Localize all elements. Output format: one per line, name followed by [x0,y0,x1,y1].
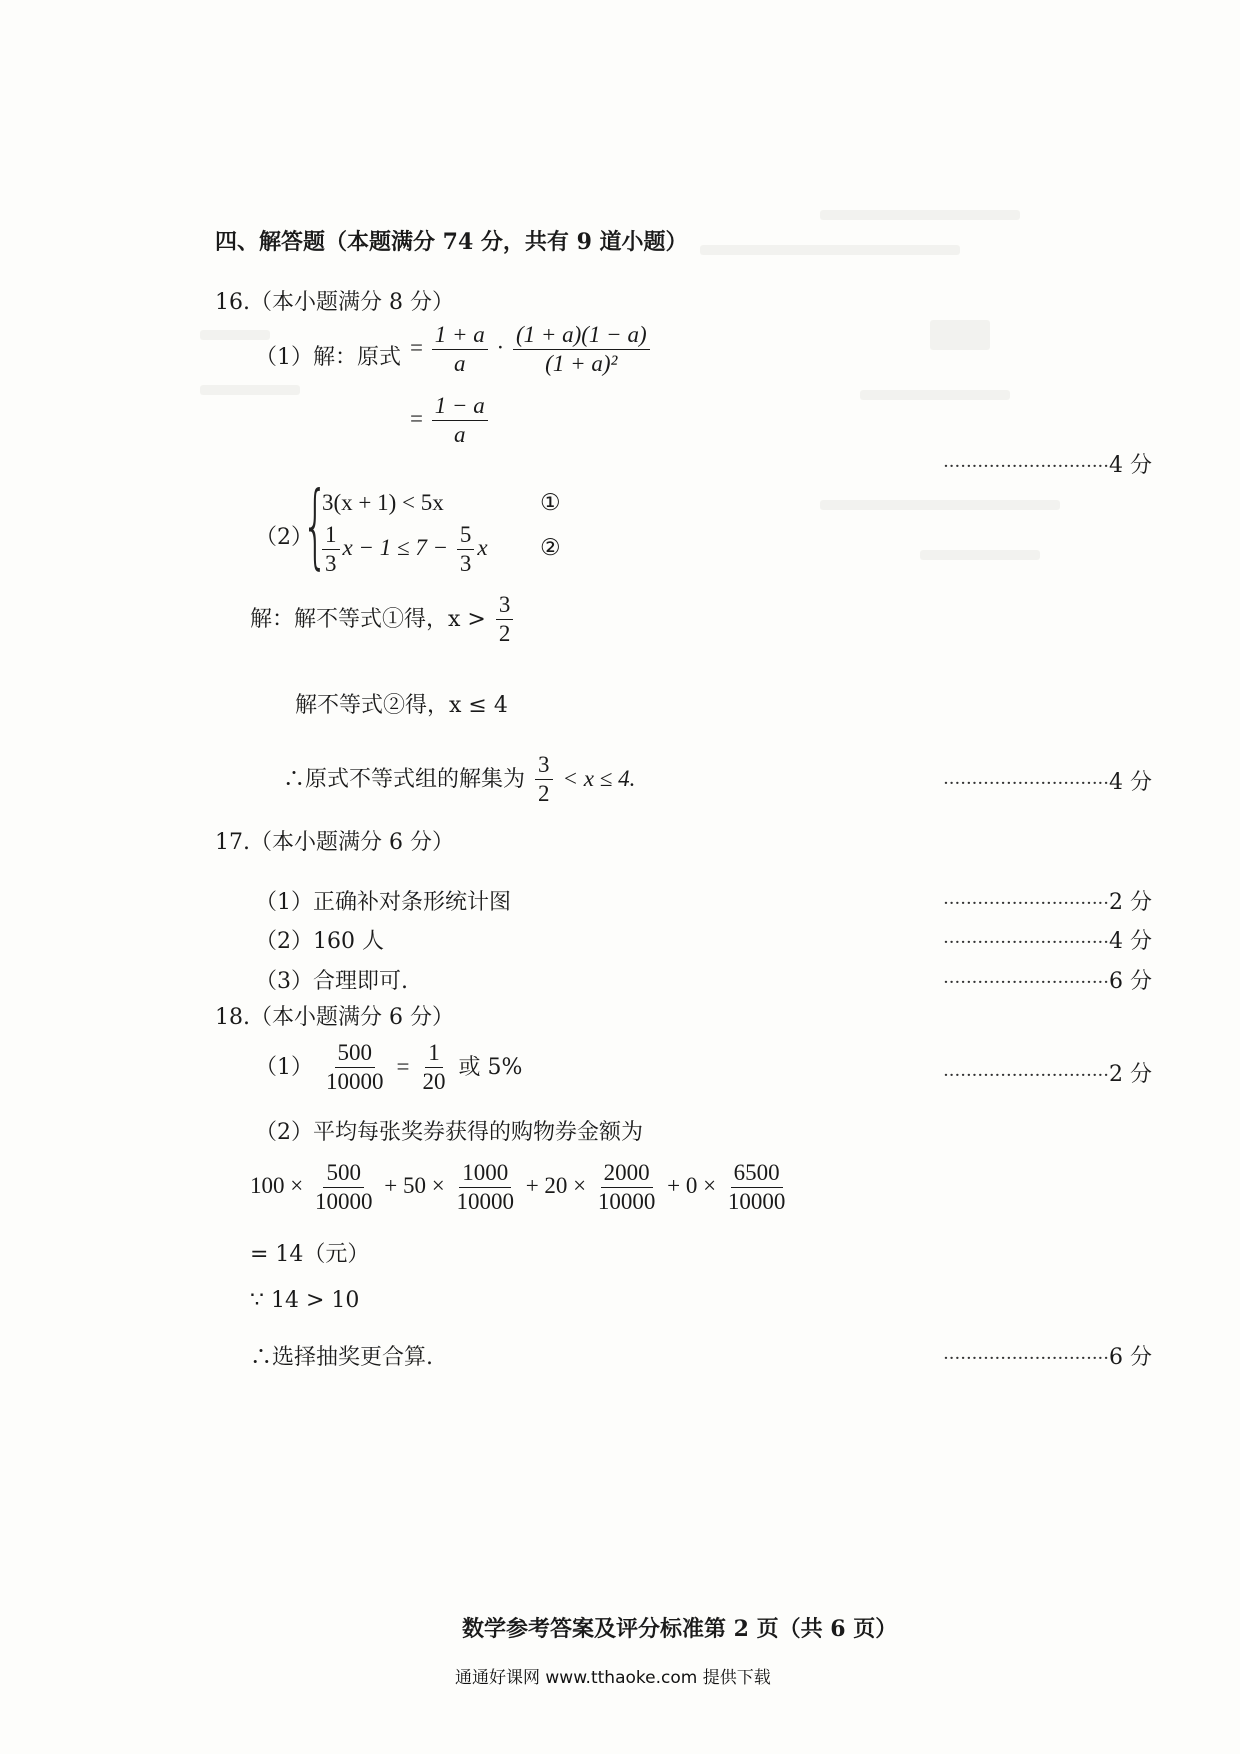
denominator: 10000 [456,1189,514,1215]
leader-dots: ····························· [943,1065,1109,1086]
denominator: 2 [538,781,550,807]
fraction [595,1160,659,1216]
multiply-dot: · [496,335,505,361]
term: + 50 × [384,1173,445,1199]
denominator: 10000 [727,1189,786,1215]
left-brace-icon: { [302,472,329,579]
scan-bleed-mark [860,390,1010,400]
leader-dots: ····························· [943,972,1109,993]
section-title: 四、解答题（本题满分 74 分，共有 9 道小题） [215,229,688,255]
numerator: (1 + a)(1 − a) [513,322,650,350]
score-value: 6 分 [1109,1345,1152,1370]
numerator: 5 [457,522,475,550]
denominator: 2 [498,621,511,647]
fraction [312,1160,376,1216]
denominator: 20 [422,1069,446,1095]
denominator: 3 [459,551,472,577]
fraction [513,322,650,378]
score-value: 4 分 [1109,929,1152,954]
inequality-middle: x − 1 ≤ 7 − [342,535,449,561]
scan-bleed-mark [700,245,960,255]
leader-dots: ····························· [943,932,1109,953]
numerator: 1 − a [432,393,488,421]
equals-sign: = [396,1053,410,1079]
fraction [725,1160,789,1216]
q18-part1 [255,1040,522,1096]
fraction [453,1160,517,1216]
leader-dots: ····························· [943,773,1109,794]
equals-sign: = [410,335,423,361]
q18-conclusion: ∴选择抽奖更合算. [250,1345,433,1370]
solution-text: 解：解不等式①得，x > [250,606,486,632]
scan-bleed-mark [200,330,270,340]
score-value: 6 分 [1109,969,1152,994]
inequality-text: 3(x + 1) < 5x [322,490,444,515]
q16-part1-expression [410,322,653,378]
numerator: 6500 [731,1160,783,1188]
q18-calculation [250,1160,791,1216]
scan-bleed-mark [920,550,1040,560]
q16-part2-label: （2） [255,525,313,550]
numerator: 1000 [459,1160,511,1188]
inequality-2 [322,522,488,578]
conclusion-suffix: < x ≤ 4. [562,765,636,791]
fraction [432,322,488,378]
q16-solution-1 [250,592,516,648]
scan-bleed-mark [820,210,1020,220]
score-value: 4 分 [1109,453,1152,478]
denominator: a [454,422,466,448]
page-footer: 数学参考答案及评分标准第 2 页（共 6 页） [462,1616,898,1642]
q17-item-3: （3）合理即可. [255,969,408,994]
numerator: 2000 [601,1160,653,1188]
scan-bleed-mark [200,385,300,395]
inequality-2-tag: ② [540,535,561,560]
q18-part2: （2）平均每张奖券获得的购物券金额为 [255,1120,643,1145]
q17-score-3 [943,964,1152,995]
q18-score-2 [943,1340,1152,1371]
q16-part1-label: （1）解：原式 [255,345,401,370]
numerator: 1 + a [432,322,488,350]
fraction [457,522,475,578]
q17-header: 17.（本小题满分 6 分） [215,830,454,855]
q17-score-1 [943,885,1152,916]
inequality-end: x [477,535,488,561]
q16-part1-result [410,393,491,449]
denominator: 10000 [326,1069,384,1095]
denominator: 3 [325,551,337,577]
fraction [535,752,553,808]
part-suffix: 或 5% [458,1054,523,1080]
q18-score-1 [943,1057,1152,1088]
fraction [432,393,488,449]
inequality-1-tag: ① [540,490,561,515]
conclusion-text: ∴原式不等式组的解集为 [283,766,526,792]
inequality-1 [322,490,444,516]
numerator: 3 [535,752,553,780]
leader-dots: ····························· [943,1348,1109,1369]
numerator: 1 [322,522,340,550]
q18-because: ∵ 14 > 10 [250,1288,360,1313]
numerator: 1 [425,1040,443,1068]
part-label: （1） [255,1054,313,1080]
score-value: 2 分 [1109,890,1152,915]
fraction [419,1040,448,1096]
denominator: a [454,351,466,377]
q16-header: 16.（本小题满分 8 分） [215,290,454,315]
q17-score-2 [943,924,1152,955]
q18-result: = 14（元） [250,1242,370,1267]
term: 100 × [250,1173,304,1199]
denominator: (1 + a)² [545,351,618,377]
fraction [496,592,514,648]
q18-header: 18.（本小题满分 6 分） [215,1005,454,1030]
q16-solution-2: 解不等式②得，x ≤ 4 [295,693,508,718]
leader-dots: ····························· [943,456,1109,477]
q17-item-2: （2）160 人 [255,929,384,954]
q16-score-2 [943,765,1152,796]
leader-dots: ····························· [943,893,1109,914]
q16-score-1 [943,448,1152,479]
term: + 20 × [525,1173,587,1199]
numerator: 3 [496,592,514,620]
scan-bleed-mark [930,320,990,350]
denominator: 10000 [597,1189,656,1215]
scan-bleed-mark [820,500,1060,510]
score-value: 4 分 [1109,770,1152,795]
fraction [322,522,340,578]
numerator: 500 [335,1040,376,1068]
q16-conclusion [283,752,635,808]
denominator: 10000 [314,1189,373,1215]
source-watermark: 通通好课网 www.tthaoke.com 提供下载 [455,1668,771,1688]
fraction [323,1040,387,1096]
numerator: 500 [323,1160,364,1188]
equals-sign: = [410,406,423,432]
score-value: 2 分 [1109,1062,1152,1087]
q17-item-1: （1）正确补对条形统计图 [255,890,511,915]
term: + 0 × [667,1173,717,1199]
